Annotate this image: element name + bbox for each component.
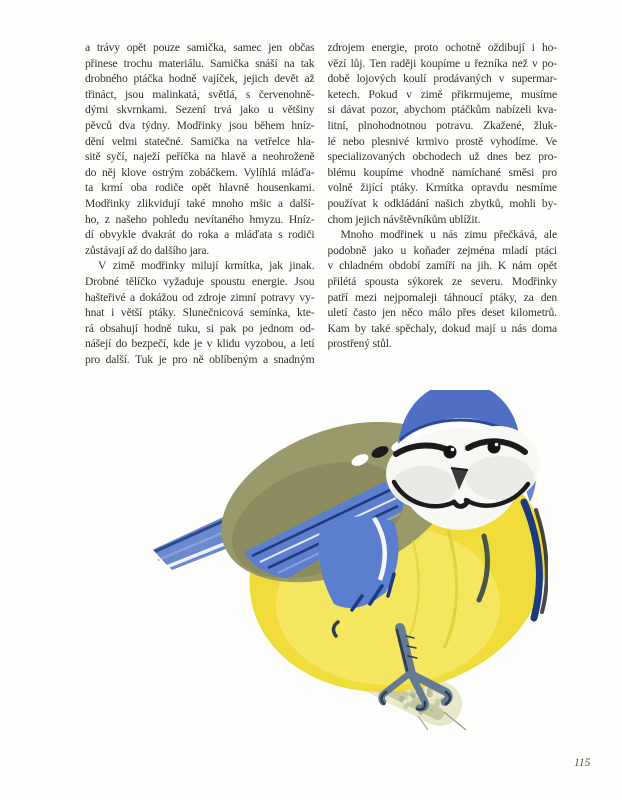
text-line: ketech. Pokud v zimě přikrmujeme, musíme xyxy=(327,87,557,101)
text-line: používat k odkládání našich zbytků, mohli by- xyxy=(327,196,557,210)
text-line: Drobné tělíčko vyžaduje spoustu energie. Jsou xyxy=(85,274,315,288)
blue-tit-drawing xyxy=(148,390,548,735)
text-line: v chladném období zamíří na jih. K nám opět xyxy=(327,259,557,273)
text-line: si dávat pozor, abychom ptáčkům nabízeli kva- xyxy=(327,103,557,117)
text-line: dí obvykle dvakrát do roka a mláďata s rodiči xyxy=(85,228,315,242)
text-line: hnat i větší ptáky. Slunečnicová semínka, kte- xyxy=(85,306,315,320)
text-line: přilétá spousta sýkorek ze severu. Modřinky xyxy=(327,274,557,288)
text-line: dění velmi statečné. Samička na vetřelce hla- xyxy=(85,134,315,148)
text-line: volně žijící ptáky. Krmítka opravdu nesmíme xyxy=(327,181,557,195)
text-line: patří mezi nejpomaleji táhnoucí ptáky, za den xyxy=(327,290,557,304)
text-line: vězí lůj. Ten raději koupíme u řezníka než v po- xyxy=(327,56,557,70)
text-line: hašteřivé a dokážou od zdroje zimní potravy vy- xyxy=(85,290,315,304)
text-line: blému koupíme vhodně namíchané směsi pro xyxy=(327,165,557,179)
text-line: podobně jako u koňader zejména mladí ptáci xyxy=(327,243,557,257)
text-line: ta krmí oba rodiče opět hlavně housenkami. xyxy=(85,181,315,195)
text-line: specializovaných obchodech už dnes bez pro- xyxy=(327,150,557,164)
text-line: sitě syčí, naježí peříčka na hlavě a neohroženě xyxy=(85,150,315,164)
text-line: pro další. Tuk je pro ně oblíbeným a snadným xyxy=(85,352,315,366)
text-line: lé nebo plesnivé krmivo prostě vyhodíme. Ve xyxy=(327,134,557,148)
text-line: rá obsahují hodně tuku, si pak po jednom od- xyxy=(85,321,315,335)
text-line: ho, z našeho pohledu nevítaného hmyzu. Hníz- xyxy=(85,212,315,226)
column-right xyxy=(328,40,558,367)
text-line: prostřený stůl. xyxy=(327,337,392,351)
text-line: třináct, jsou malinkatá, světlá, s červenohně- xyxy=(85,87,315,101)
text-line: uletí často jen něco málo přes deset kilometrů. xyxy=(327,306,557,320)
text-line: do něj klove ostrým zobáčkem. Vylíhlá mláďa- xyxy=(85,165,315,179)
blue-tit-illustration xyxy=(148,390,548,735)
text-line: době lojových koulí prodávaných v supermar- xyxy=(327,72,557,86)
text-line: zdrojem energie, proto ochotně oždibují i ho- xyxy=(327,41,557,54)
text-line: dými skvrnkami. Sezení trvá jako u většiny xyxy=(85,103,315,117)
text-line: litní, plnohodnotnou potravu. Zkažené, žluk- xyxy=(327,118,557,132)
text-line: V zimě modřinky milují krmítka, jak jinak. xyxy=(98,259,315,273)
text-line: pěvců dva týdny. Modřinky jsou během hníz- xyxy=(85,118,315,132)
text-line: Kam by také spěchaly, dokud mají u nás doma xyxy=(327,321,557,335)
page-number: 115 xyxy=(574,757,591,769)
column-left xyxy=(85,40,315,367)
text-line: Modřinky zlikvidují také mnoho mšic a další- xyxy=(85,196,315,210)
text-columns xyxy=(85,40,557,367)
text-line: zůstávají až do dalšího jara. xyxy=(85,243,210,257)
text-line: nášejí do bezpečí, kde je v klidu vyzobou, a letí xyxy=(85,337,315,351)
text-line: a trávy opět pouze samička, samec jen občas xyxy=(85,41,315,54)
text-line: Mnoho modřinek u nás zimu přečkává, ale xyxy=(340,228,557,242)
text-line: drobného ptáčka hodně vajíček, jejich devět až xyxy=(85,72,315,86)
text-line: chom jejich návštěvníkům ublížit. xyxy=(327,212,481,226)
text-line: přinese trochu materiálu. Samička snáší na tak xyxy=(85,56,315,70)
